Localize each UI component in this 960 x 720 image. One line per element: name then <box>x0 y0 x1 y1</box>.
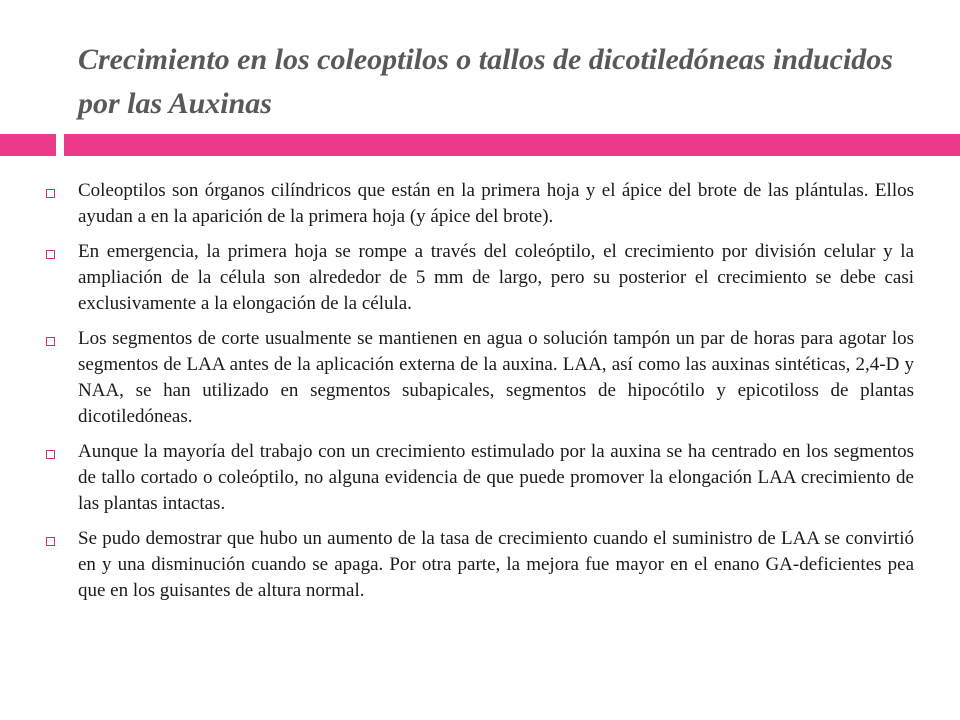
bullet-text: Aunque la mayoría del trabajo con un crecimiento estimulado por la auxina se ha centrado en los segmentos de tallo cortado o coleóptilo, no alguna evidencia de que puede promover la elongación LAA crecimiento de las plantas intactas. <box>78 441 914 514</box>
bullet-text: Los segmentos de corte usualmente se mantienen en agua o solución tampón un par de horas para agotar los segmentos de LAA antes de la aplicación externa de la auxina. LAA, así como las auxinas sintéticas, 2,4-D y NAA, se han utilizado en segmentos subapicales, segmentos de hipocótilo y epicotiloss de plantas dicotiledóneas. <box>78 328 914 427</box>
bullet-list <box>40 178 914 613</box>
slide-title: Crecimiento en los coleoptilos o tallos de dicotiledóneas inducidos por las Auxinas <box>78 43 893 120</box>
bullet-item <box>40 439 914 517</box>
bullet-item <box>40 178 914 230</box>
bullet-text: Se pudo demostrar que hubo un aumento de la tasa de crecimiento cuando el suministro de LAA se convirtió en y una disminución cuando se apaga. Por otra parte, la mejora fue mayor en el enano GA-deficientes pea que en los guisantes de altura normal. <box>78 528 914 601</box>
bullet-text: En emergencia, la primera hoja se rompe a través del coleóptilo, el crecimiento por división celular y la ampliación de la célula son alrededor de 5 mm de largo, pero su posterior el crecimiento se debe casi exclusivamente a la elongación de la célula. <box>78 241 914 314</box>
square-bullet-icon <box>46 250 55 259</box>
bullet-item <box>40 526 914 604</box>
bullet-item <box>40 326 914 430</box>
square-bullet-icon <box>46 450 55 459</box>
accent-bar-left <box>0 134 56 156</box>
square-bullet-icon <box>46 337 55 346</box>
bullet-text: Coleoptilos son órganos cilíndricos que están en la primera hoja y el ápice del brote de las plántulas. Ellos ayudan a en la aparición de la primera hoja (y ápice del brote). <box>78 180 914 227</box>
accent-bar-right <box>64 134 960 156</box>
bullet-item <box>40 239 914 317</box>
square-bullet-icon <box>46 537 55 546</box>
square-bullet-icon <box>46 189 55 198</box>
